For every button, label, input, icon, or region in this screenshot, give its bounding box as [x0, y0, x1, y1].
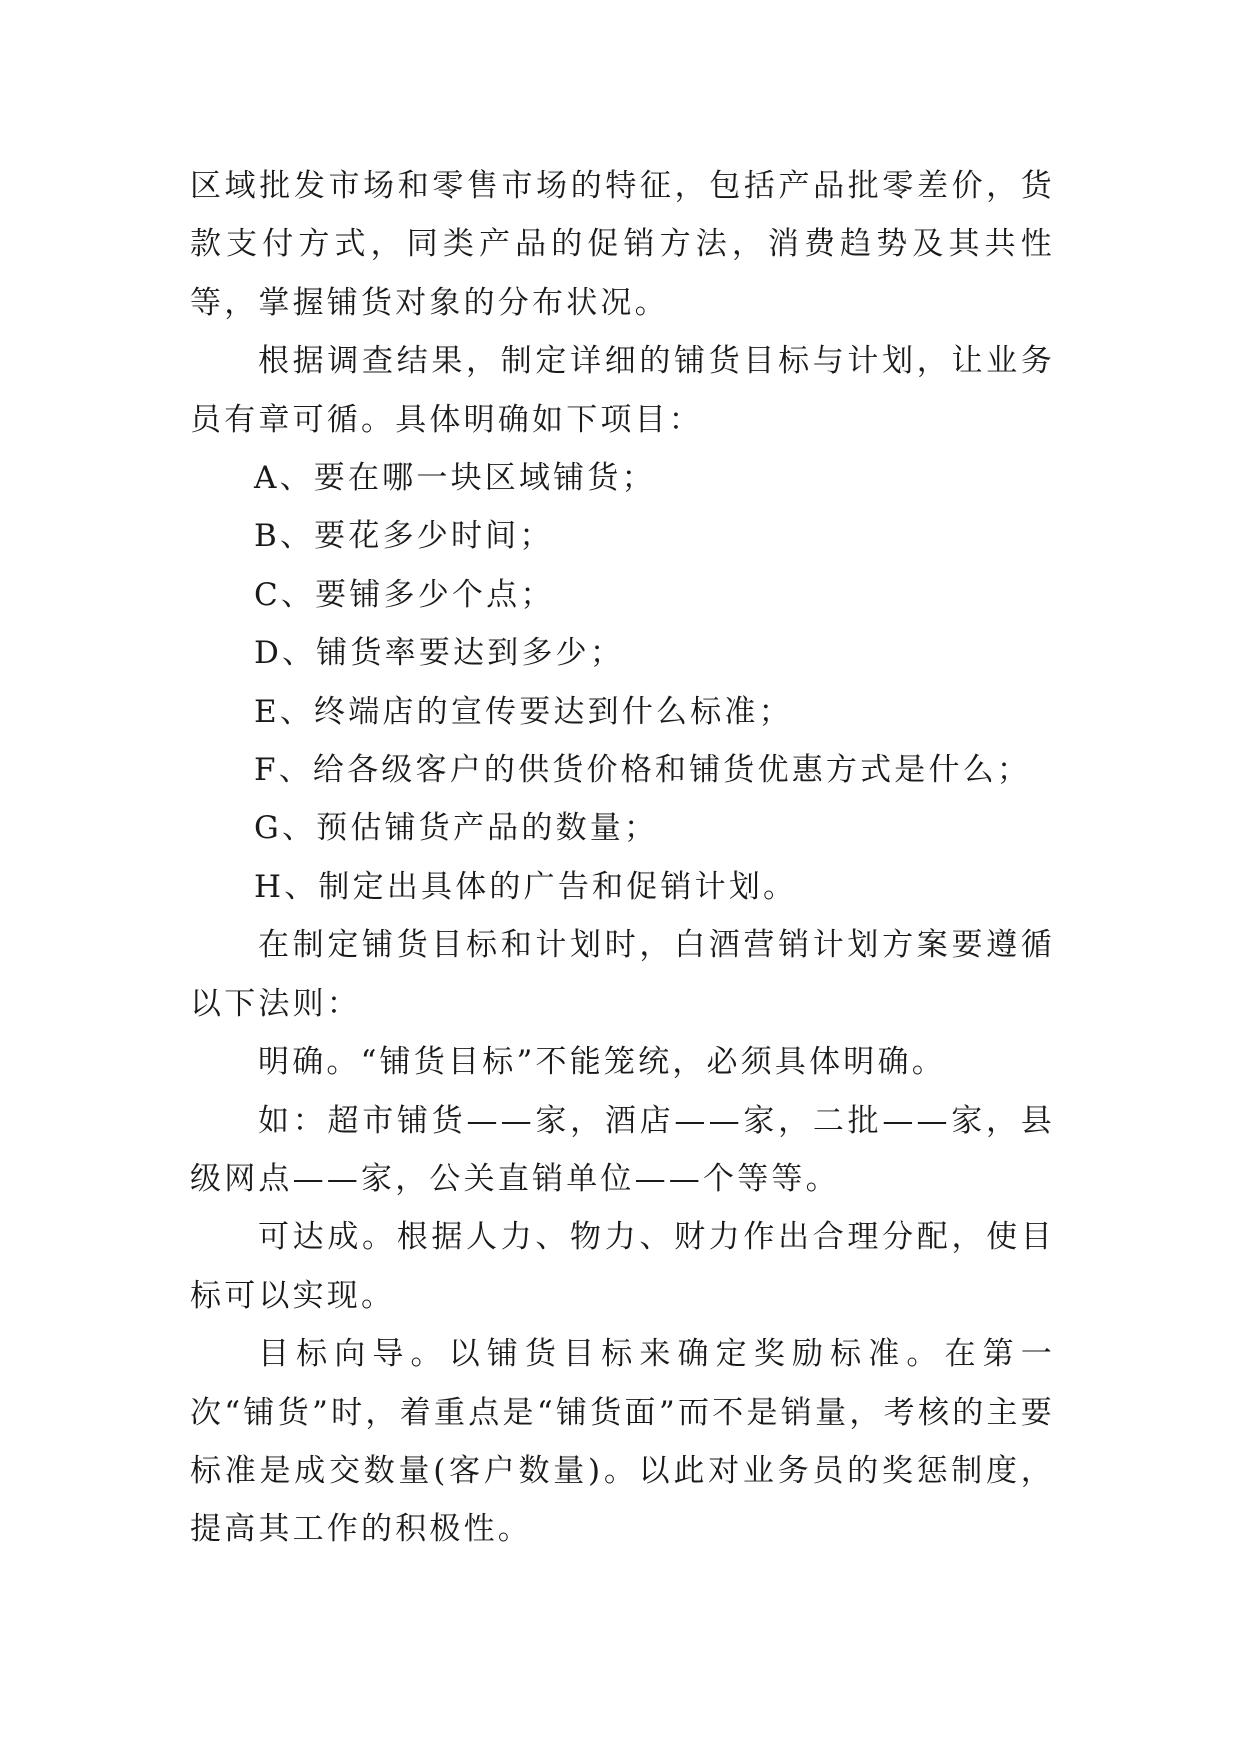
list-item-d: D、铺货率要达到多少； [254, 635, 625, 672]
paragraph-plan-intro: 根据调查结果，制定详细的铺货目标与计划，让业务员有章可循。具体明确如下项目： [190, 343, 1055, 438]
paragraph-rule-achievable: 可达成。根据人力、物力、财力作出合理分配，使目标可以实现。 [190, 1219, 1055, 1314]
paragraph-rule-goal-oriented: 目标向导。以铺货目标来确定奖励标准。在第一次“铺货”时，着重点是“铺货面”而不是销量，考核的主要标准是成交数量(客户数量)。以此对业务员的奖惩制度，提高其工作的积极性。 [190, 1336, 1055, 1548]
paragraph-market-survey: 区域批发市场和零售市场的特征，包括产品批零差价，货款支付方式，同类产品的促销方法，消费趋势及其共性等，掌握铺货对象的分布状况。 [190, 168, 1055, 321]
list-item-b: B、要花多少时间； [254, 518, 554, 555]
list-item-a: A、要在哪一块区域铺货； [254, 460, 656, 497]
list-item-h: H、制定出具体的广告和促销计划。 [254, 868, 798, 905]
paragraph-rule-clear: 明确。“铺货目标”不能笼统，必须具体明确。 [258, 1044, 946, 1081]
list-item-e: E、终端店的宣传要达到什么标准； [254, 693, 793, 730]
list-item-f: F、给各级客户的供货价格和铺货优惠方式是什么； [254, 752, 1032, 789]
document-page [190, 157, 1055, 1559]
list-item-c: C、要铺多少个点； [254, 576, 555, 613]
paragraph-rules-intro: 在制定铺货目标和计划时，白酒营销计划方案要遵循以下法则： [190, 927, 1055, 1022]
list-item-g: G、预估铺货产品的数量； [254, 810, 659, 847]
paragraph-example: 如：超市铺货——家，酒店——家，二批——家，县级网点——家，公关直销单位——个等等。 [190, 1102, 1055, 1197]
